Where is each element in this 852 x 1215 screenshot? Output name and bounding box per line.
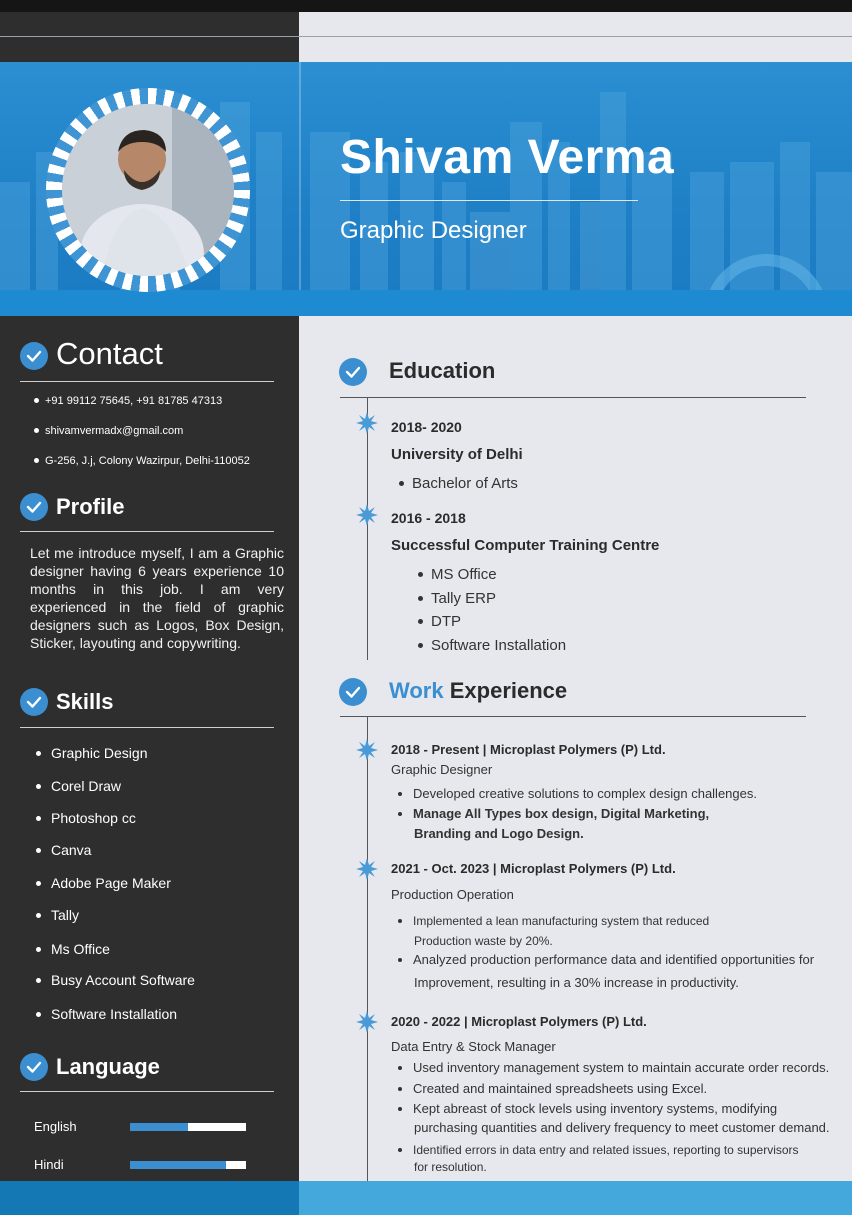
job-bullet-text: Analyzed production performance data and identified opportunities for (413, 952, 815, 967)
job-bullet-text: Created and maintained spreadsheets using Excel. (413, 1081, 708, 1096)
job-bullet-continuation: Production waste by 20%. (414, 934, 553, 948)
skill-item (36, 1006, 177, 1022)
check-circle-icon (339, 678, 367, 706)
skill-label: Ms Office (51, 941, 110, 957)
job-bullet-continuation: Branding and Logo Design. (414, 826, 584, 841)
banner-strip (0, 290, 852, 316)
language-hindi-label: Hindi (34, 1157, 64, 1172)
job-role: Graphic Designer (391, 762, 493, 777)
skill-item (36, 810, 136, 826)
education-item (418, 613, 461, 630)
footer-left-band (0, 1181, 299, 1215)
language-level-fill (130, 1161, 226, 1169)
skill-item (36, 842, 91, 858)
job-bullet-continuation: purchasing quantities and delivery frequency to meet customer demand. (414, 1120, 830, 1135)
candidate-name: Shivam Verma (340, 131, 675, 184)
skills-rule (20, 727, 274, 728)
job-bullet-text: Implemented a lean manufacturing system that reduced (413, 914, 710, 928)
education-item-text: Tally ERP (431, 590, 497, 607)
check-circle-icon (20, 493, 48, 521)
education-item-text: Bachelor of Arts (412, 475, 518, 492)
starburst-icon (356, 739, 378, 761)
job-bullet-continuation: Improvement, resulting in a 30% increase in productivity. (414, 975, 739, 990)
contact-rule (20, 381, 274, 382)
person-silhouette-icon (62, 104, 234, 276)
candidate-role: Graphic Designer (340, 217, 527, 244)
contact-heading: Contact (56, 336, 163, 371)
skill-label: Canva (51, 842, 92, 858)
right-top-panel (299, 12, 852, 62)
job-bullet-text: Manage All Types box design, Digital Marketing, (413, 806, 710, 821)
job-bullet-continuation: for resolution. (414, 1160, 487, 1174)
skill-label: Photoshop cc (51, 810, 136, 826)
job-role: Data Entry & Stock Manager (391, 1039, 556, 1054)
job-title: 2020 - 2022 | Microplast Polymers (P) Ltd. (391, 1014, 647, 1029)
name-underline (340, 200, 638, 201)
job-bullet (398, 784, 757, 804)
top-bar (0, 0, 852, 12)
education-rule (340, 397, 806, 398)
skill-label: Adobe Page Maker (51, 875, 171, 891)
check-circle-icon (20, 688, 48, 716)
work-heading-accent: Work (389, 678, 444, 703)
education-heading: Education (389, 358, 496, 383)
contact-phone (34, 395, 222, 407)
skill-item (36, 972, 195, 988)
education-years: 2018- 2020 (391, 419, 462, 435)
profile-photo (62, 104, 234, 276)
skill-item (36, 778, 121, 794)
skill-label: Tally (51, 907, 80, 923)
phone-text: +91 99112 75645, +91 81785 47313 (45, 395, 223, 407)
skill-label: Corel Draw (51, 778, 122, 794)
job-bullet (398, 804, 709, 824)
check-circle-icon (20, 342, 48, 370)
education-item (418, 590, 496, 607)
job-role: Production Operation (391, 887, 514, 902)
check-circle-icon (20, 1053, 48, 1081)
left-top-panel (0, 12, 299, 62)
starburst-icon (356, 412, 378, 434)
work-heading-rest: Experience (449, 678, 568, 703)
job-title: 2018 - Present | Microplast Polymers (P) Ltd. (391, 742, 666, 757)
contact-address (34, 455, 250, 467)
education-institution: University of Delhi (391, 446, 523, 463)
job-bullet (398, 911, 709, 931)
education-item-text: DTP (431, 613, 461, 630)
job-bullet (398, 950, 814, 970)
job-bullet-text: Kept abreast of stock levels using inventory systems, modifying (413, 1101, 778, 1116)
job-bullet-text: Used inventory management system to maintain accurate order records. (413, 1060, 830, 1075)
language-rule (20, 1091, 274, 1092)
education-item (399, 475, 518, 492)
language-heading: Language (56, 1054, 160, 1079)
skill-item (36, 907, 79, 923)
education-institution: Successful Computer Training Centre (391, 537, 660, 554)
job-bullet (398, 1140, 799, 1160)
email-text: shivamvermadx@gmail.com (45, 425, 184, 437)
profile-heading: Profile (56, 494, 125, 519)
job-bullet (398, 1079, 707, 1099)
job-bullet (398, 1058, 829, 1078)
top-divider (0, 36, 852, 37)
education-years: 2016 - 2018 (391, 510, 466, 526)
education-item-text: Software Installation (431, 637, 567, 654)
language-hindi-bar (130, 1161, 246, 1169)
starburst-icon (356, 504, 378, 526)
language-english-bar (130, 1123, 246, 1131)
skills-heading: Skills (56, 689, 114, 714)
work-timeline (367, 716, 368, 1181)
skill-label: Graphic Design (51, 745, 148, 761)
address-text: G-256, J.j, Colony Wazirpur, Delhi-110052 (45, 455, 250, 467)
language-english-label: English (34, 1119, 77, 1134)
footer-right-band (299, 1181, 852, 1215)
education-timeline (367, 397, 368, 660)
starburst-icon (356, 858, 378, 880)
job-bullet-text: Identified errors in data entry and related issues, reporting to supervisors (413, 1143, 799, 1157)
work-experience-heading (389, 678, 567, 704)
check-circle-icon (339, 358, 367, 386)
starburst-icon (356, 1011, 378, 1033)
profile-rule (20, 531, 274, 532)
skill-label: Busy Account Software (51, 972, 195, 988)
education-item (418, 566, 497, 583)
language-level-fill (130, 1123, 188, 1131)
banner-divider (299, 62, 301, 316)
job-bullet (398, 1099, 777, 1119)
skill-item (36, 745, 148, 761)
contact-email (34, 425, 183, 437)
job-title: 2021 - Oct. 2023 | Microplast Polymers (P) Ltd. (391, 861, 676, 876)
work-rule (340, 716, 806, 717)
skill-item (36, 941, 110, 957)
profile-summary: Let me introduce myself, I am a Graphic designer having 6 years experience 10 months in this job. I am very experienced in the field of graphic designers such as Logos, Box Design, Sticker, layouting and copywriting. (30, 545, 284, 651)
education-item (418, 637, 566, 654)
education-item-text: MS Office (431, 566, 497, 583)
job-bullet-text: Developed creative solutions to complex design challenges. (413, 786, 757, 801)
skill-item (36, 875, 171, 891)
skill-label: Software Installation (51, 1006, 178, 1022)
